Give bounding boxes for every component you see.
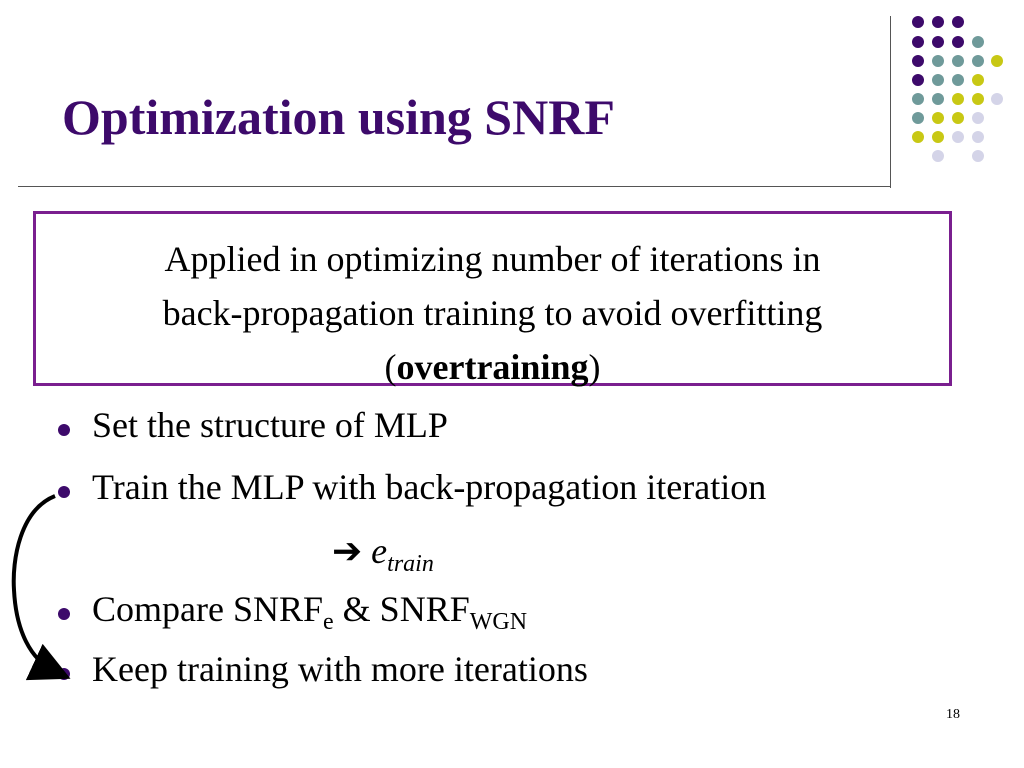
snrf-sub-e: e	[323, 609, 334, 635]
bullet-set-structure: Set the structure of MLP	[92, 405, 448, 445]
arrow-result-line	[332, 530, 434, 577]
compare-mid-text: & SNRF	[333, 589, 470, 629]
box-paren-open: (	[384, 347, 397, 387]
box-line-2: back-propagation training to avoid overfitting	[162, 293, 823, 333]
error-variable: e	[371, 531, 388, 571]
title-divider-horizontal	[18, 186, 890, 187]
bullet-train-mlp: Train the MLP with back-propagation iteration	[92, 467, 767, 507]
compare-text: Compare SNRF	[92, 589, 324, 629]
page-number: 18	[946, 707, 960, 722]
slide-title: Optimization using SNRF	[62, 89, 615, 145]
loop-back-arrow-icon	[0, 0, 120, 700]
snrf-sub-wgn: WGN	[469, 609, 528, 635]
bullet-compare-snrf	[92, 588, 528, 635]
box-paren-close: )	[588, 347, 601, 387]
box-bold-term: overtraining	[396, 347, 589, 387]
right-arrow-icon: ➔	[332, 531, 363, 571]
error-subscript: train	[387, 551, 434, 577]
definition-box	[33, 211, 952, 386]
bullet-keep-training: Keep training with more iterations	[92, 649, 588, 689]
box-line-1: Applied in optimizing number of iterations in	[164, 239, 821, 279]
title-divider-vertical	[890, 16, 891, 188]
box-line-3	[36, 340, 949, 394]
